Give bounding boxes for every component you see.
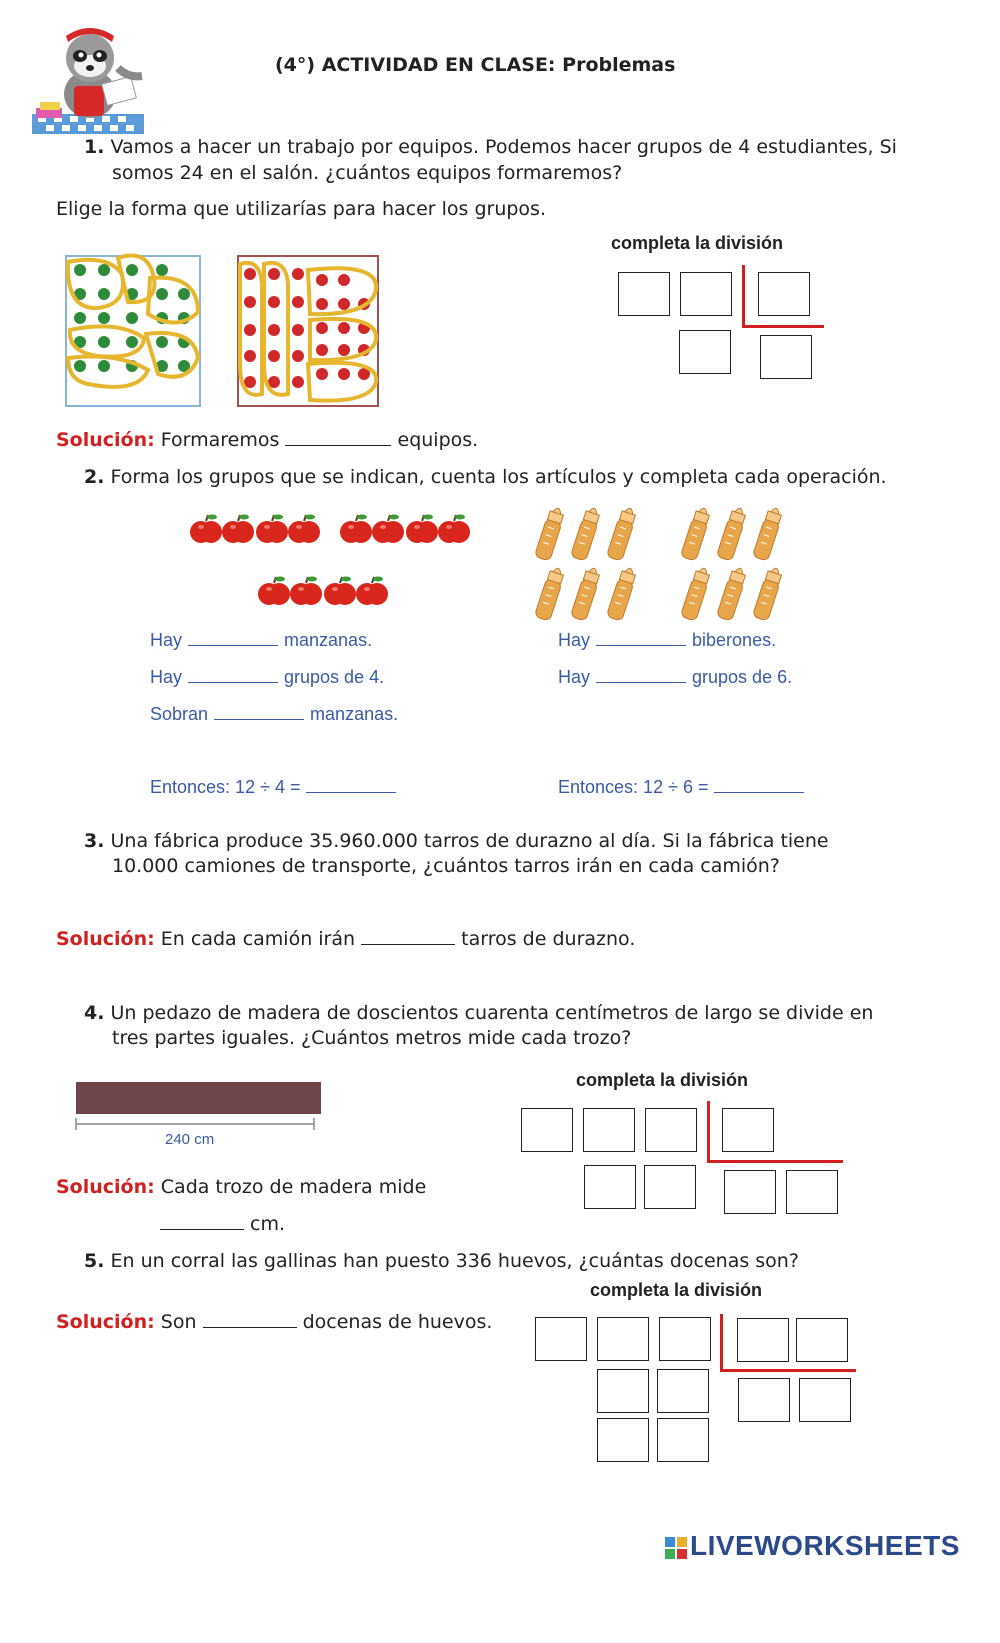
division-3-dividend-box-3[interactable] bbox=[659, 1317, 711, 1361]
problem-5-line bbox=[84, 1248, 799, 1274]
answer-blank[interactable] bbox=[285, 427, 391, 446]
division-2-step-box-2[interactable] bbox=[644, 1165, 696, 1209]
solution-text: En cada camión irán bbox=[160, 928, 356, 950]
problem-3-solution bbox=[56, 926, 635, 952]
division-3-bracket-horizontal bbox=[720, 1369, 856, 1372]
division-label-1: completa la división bbox=[611, 233, 784, 253]
problem-1-solution bbox=[56, 427, 478, 453]
solution-text-after: cm. bbox=[250, 1213, 286, 1235]
division-1-bracket-vertical bbox=[742, 265, 745, 327]
bottles-equation-blank[interactable] bbox=[714, 776, 804, 793]
problem-3-number: 3. bbox=[84, 830, 105, 852]
apples-left-pre: Sobran bbox=[150, 704, 209, 724]
division-3-quotient-box-2[interactable] bbox=[799, 1378, 851, 1422]
apples-equation-blank[interactable] bbox=[306, 776, 396, 793]
division-2-step-box-1[interactable] bbox=[584, 1165, 636, 1209]
bottles-groups-line bbox=[558, 666, 792, 688]
liveworksheets-brand[interactable]: LIVEWORKSHEETS bbox=[690, 1530, 960, 1561]
wood-plank-image bbox=[74, 1080, 324, 1132]
solution-text-after: docenas de huevos. bbox=[302, 1311, 493, 1333]
problem-4-text: Un pedazo de madera de doscientos cuarenta centímetros de largo se divide en bbox=[110, 1002, 874, 1024]
problem-1-text: Vamos a hacer un trabajo por equipos. Podemos hacer grupos de 4 estudiantes, Si bbox=[110, 136, 897, 158]
problem-3-line-2: 10.000 camiones de transporte, ¿cuántos tarros irán en cada camión? bbox=[112, 855, 780, 877]
division-3-step-box-4[interactable] bbox=[657, 1418, 709, 1462]
apples-left-line bbox=[150, 703, 398, 725]
answer-blank[interactable] bbox=[160, 1211, 244, 1230]
problem-1-instruction: Elige la forma que utilizarías para hacer los grupos. bbox=[56, 198, 546, 220]
division-2-dividend-box-2[interactable] bbox=[583, 1108, 635, 1152]
liveworksheets-logo-icon bbox=[664, 1536, 688, 1560]
division-1-bracket-horizontal bbox=[742, 325, 824, 328]
bottles-equation-line bbox=[558, 776, 810, 798]
problem-3-text: Una fábrica produce 35.960.000 tarros de durazno al día. Si la fábrica tiene bbox=[110, 830, 829, 852]
problem-4-number: 4. bbox=[84, 1002, 105, 1024]
division-3-divisor-box-2[interactable] bbox=[796, 1318, 848, 1362]
apples-count-blank[interactable] bbox=[188, 629, 278, 646]
apples-count-line bbox=[150, 629, 372, 651]
measure-label: 240 cm bbox=[165, 1131, 215, 1148]
division-3-step-box-3[interactable] bbox=[597, 1418, 649, 1462]
problem-5-number: 5. bbox=[84, 1250, 105, 1272]
division-1-remainder-box[interactable] bbox=[679, 330, 731, 374]
apples-groups-post: grupos de 4. bbox=[284, 667, 385, 687]
apples-groups-pre: Hay bbox=[150, 667, 183, 687]
problem-4-line-2: tres partes iguales. ¿Cuántos metros mide cada trozo? bbox=[112, 1027, 632, 1049]
solution-label: Solución: bbox=[56, 928, 155, 950]
apples-count-post: manzanas. bbox=[284, 630, 373, 650]
division-2-divisor-box[interactable] bbox=[722, 1108, 774, 1152]
apples-groups-blank[interactable] bbox=[188, 666, 278, 683]
division-3-quotient-box-1[interactable] bbox=[738, 1378, 790, 1422]
solution-text-after: equipos. bbox=[397, 429, 479, 451]
division-1-quotient-box[interactable] bbox=[760, 335, 812, 379]
solution-text: Son bbox=[160, 1311, 197, 1333]
bottles-count-blank[interactable] bbox=[596, 629, 686, 646]
apples-count-pre: Hay bbox=[150, 630, 183, 650]
division-3-dividend-box-2[interactable] bbox=[597, 1317, 649, 1361]
bottles-count-line bbox=[558, 629, 776, 651]
apples-groups-line bbox=[150, 666, 384, 688]
green-dots-grouping-image[interactable] bbox=[58, 234, 208, 414]
division-label-2: completa la división bbox=[576, 1070, 749, 1090]
answer-blank[interactable] bbox=[361, 926, 455, 945]
bottles-groups-blank[interactable] bbox=[596, 666, 686, 683]
problem-4-line-1 bbox=[84, 1000, 873, 1026]
apples-left-blank[interactable] bbox=[214, 703, 304, 720]
problem-5-text: En un corral las gallinas han puesto 336 huevos, ¿cuántas docenas son? bbox=[110, 1250, 799, 1272]
division-2-dividend-box-1[interactable] bbox=[521, 1108, 573, 1152]
division-1-dividend-box-1[interactable] bbox=[618, 272, 670, 316]
bottles-count-post: biberones. bbox=[692, 630, 777, 650]
division-3-dividend-box-1[interactable] bbox=[535, 1317, 587, 1361]
division-1-divisor-box[interactable] bbox=[758, 272, 810, 316]
problem-2-number: 2. bbox=[84, 466, 105, 488]
apples-left-post: manzanas. bbox=[310, 704, 399, 724]
problem-2-text: Forma los grupos que se indican, cuenta los artículos y completa cada operación. bbox=[110, 466, 887, 488]
solution-text: Formaremos bbox=[160, 429, 280, 451]
solution-label: Solución: bbox=[56, 429, 155, 451]
bottles-groups-pre: Hay bbox=[558, 667, 591, 687]
division-label-3: completa la división bbox=[590, 1280, 763, 1300]
bottles-groups-post: grupos de 6. bbox=[692, 667, 793, 687]
division-2-quotient-box-2[interactable] bbox=[786, 1170, 838, 1214]
problem-2-line bbox=[84, 464, 887, 490]
problem-1-line-1 bbox=[84, 134, 897, 160]
problem-4-solution bbox=[56, 1174, 426, 1200]
problem-3-line-1 bbox=[84, 828, 829, 854]
division-2-bracket-horizontal bbox=[707, 1160, 843, 1163]
division-3-step-box-2[interactable] bbox=[657, 1369, 709, 1413]
bottles-count-pre: Hay bbox=[558, 630, 591, 650]
solution-text-after: tarros de durazno. bbox=[461, 928, 636, 950]
solution-text: Cada trozo de madera mide bbox=[160, 1176, 427, 1198]
page-title: (4°) ACTIVIDAD EN CLASE: Problemas bbox=[275, 54, 676, 76]
division-2-dividend-box-3[interactable] bbox=[645, 1108, 697, 1152]
answer-blank[interactable] bbox=[203, 1309, 297, 1328]
division-1-dividend-box-2[interactable] bbox=[680, 272, 732, 316]
solution-label: Solución: bbox=[56, 1311, 155, 1333]
apples-image bbox=[186, 506, 476, 610]
solution-label: Solución: bbox=[56, 1176, 155, 1198]
problem-5-solution bbox=[56, 1309, 492, 1335]
division-3-step-box-1[interactable] bbox=[597, 1369, 649, 1413]
red-dots-grouping-image[interactable] bbox=[230, 244, 388, 414]
problem-4-solution-line-2 bbox=[160, 1211, 285, 1237]
division-2-quotient-box-1[interactable] bbox=[724, 1170, 776, 1214]
problem-1-number: 1. bbox=[84, 136, 105, 158]
division-3-bracket-vertical bbox=[720, 1314, 723, 1372]
division-2-bracket-vertical bbox=[707, 1101, 710, 1163]
bottles-equation: Entonces: 12 ÷ 6 = bbox=[558, 777, 709, 797]
apples-equation-line bbox=[150, 776, 402, 798]
raccoon-mascot-icon bbox=[28, 28, 148, 136]
division-3-divisor-box-1[interactable] bbox=[737, 1318, 789, 1362]
baby-bottles-image bbox=[528, 500, 798, 624]
problem-1-line-2: somos 24 en el salón. ¿cuántos equipos formaremos? bbox=[112, 162, 623, 184]
apples-equation: Entonces: 12 ÷ 4 = bbox=[150, 777, 301, 797]
